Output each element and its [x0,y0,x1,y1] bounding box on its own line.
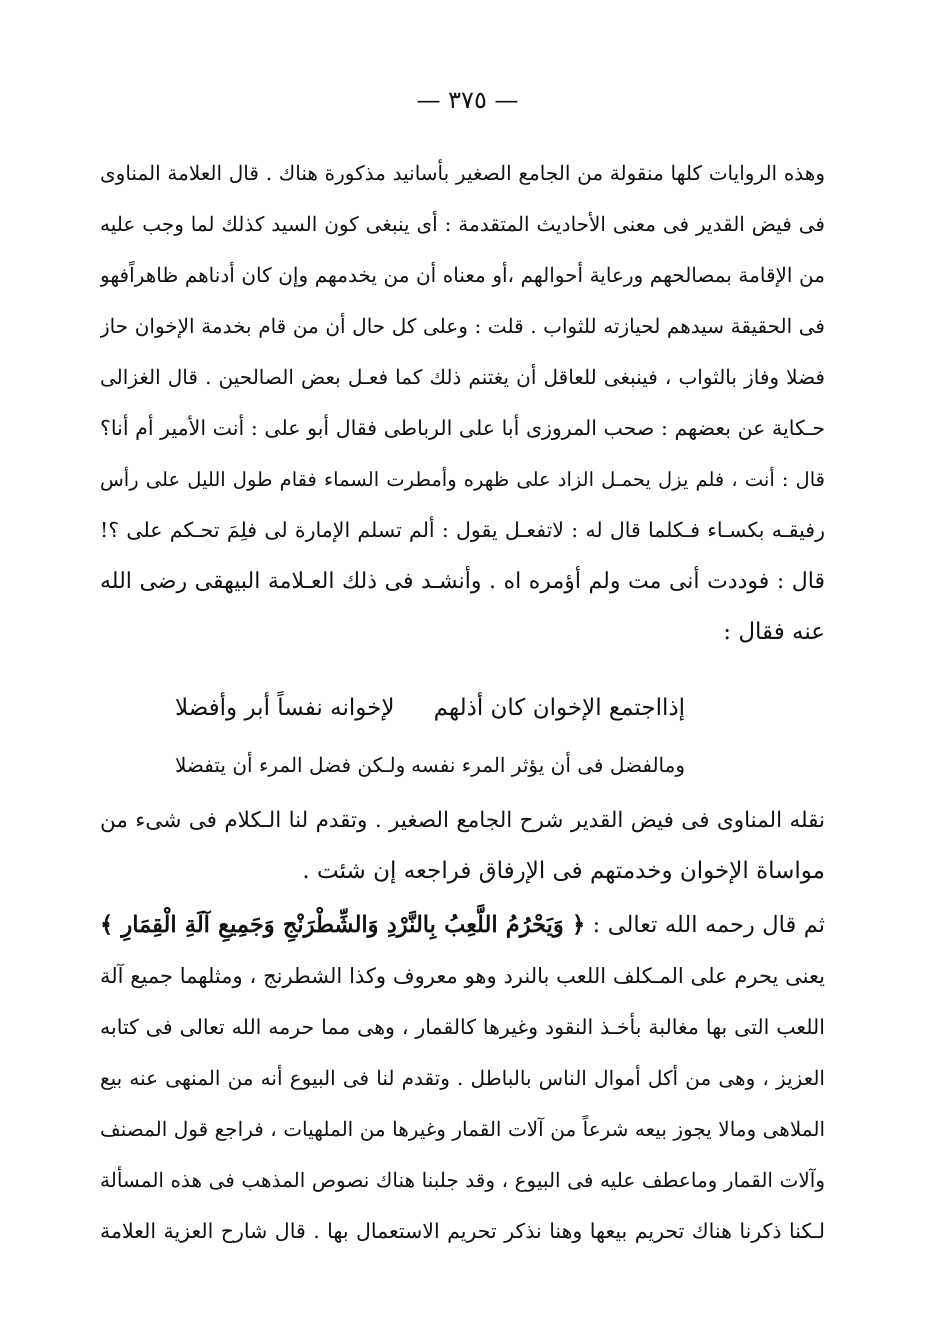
text-line: مواساة الإخوان وخدمتهم فى الإرفاق فراجعه إن شئت . [302,858,825,884]
poem [175,680,685,794]
paragraph-hadith-commentary [100,148,825,658]
text-line: فى فيض القدير فى معنى الأحاديث المتقدمة : أى ينبغى كون السيد كذلك لما وجب عليه [100,212,825,236]
text-line: يعنى يحرم على المـكلف اللعب بالنرد وهو معروف وكذا الشطرنج ، ومثلهما جميع آلة [100,964,825,988]
poem-second-hemistich: لإخوانه نفساً أبر وأفضلا [175,695,395,721]
text-line: العزيز ، وهى من أكل أموال الناس بالباطل . وتقدم لنا فى البيوع أنه من المنهى عنه بيع [100,1066,825,1090]
poem-verse [175,737,685,794]
text-line: من الإقامة بمصالحهم ورعاية أحوالهم ،أو معناه أن من يخدمهم وإن كان أدناهم ظاهراًفهو [100,263,825,287]
poem-verse [175,680,685,737]
text-line: وآلات القمار وماعطف عليه فى البيوع ، وقد جلبنا هناك نصوص المذهب فى هذه المسألة [100,1168,825,1192]
text-line: حـكاية عن بعضهم : صحب المروزى أبا على الرباطى فقال أبو على : أنت الأمير أم أنا؟ [100,416,825,440]
poem-first-hemistich: إذااجتمع الإخوان كان أذلهم [433,695,685,721]
text-line: الملاهى ومالا يجوز بيعه شرعاً من آلات القمار وغيرها من الملهيات ، فراجع قول المصنف [100,1117,825,1141]
text-line: وهذه الروايات كلها منقولة من الجامع الصغير بأسانيد مذكورة هناك . قال العلامة المناوى [100,161,825,185]
text-line-with-quote [100,900,825,951]
poem-first-hemistich: ومالفضل فى أن يؤثر المرء نفسه [411,753,685,777]
text-line: قال : فوددت أنى مت ولم أؤمره اه . وأنشـد فى ذلك العـلامة البيهقى رضى الله [100,569,825,594]
page-number: — ٣٧٥ — [416,86,519,114]
text-line: فضلا وفاز بالثواب ، فينبغى للعاقل أن يغتنم ذلك كما فعـل بعض الصالحين . قال الغزالى [100,365,825,389]
quote-intro: ثم قال رحمه الله تعالى : [592,912,825,938]
text-line: رفيقـه بكسـاء فـكلما قال له : لاتفعـل يقول : ألم تسلم الإمارة لى فلِمَ تحـكم على ؟! [100,518,825,542]
paragraph-gambling-ruling [100,900,825,1257]
text-line: لـكنا ذكرنا هناك تحريم بيعها وهنا نذكر تحريم الاستعمال بها . قال شارح العزية العلامة [100,1219,825,1243]
paragraph-source-note [100,795,825,897]
quoted-text: ﴿ وَيَحْرُمُ اللَّعِبُ بِالنَّرْدِ وَالشِّطْرَنْجِ وَجَمِيعِ آلَةِ الْقِمَارِ ﴾ [100,912,586,938]
text-line: فى الحقيقة سيدهم لحيازته للثواب . قلت : وعلى كل حال أن من قام بخدمة الإخوان حاز [100,314,825,338]
text-line: قال : أنت ، فلم يزل يحمـل الزاد على ظهره وأمطرت السماء فقام طول الليل على رأس [100,468,825,491]
text-line: عنه فقال : [723,619,825,645]
text-line: نقله المناوى فى فيض القدير شرح الجامع الصغير . وتقدم لنا الـكلام فى شىء من [100,808,825,833]
poem-second-hemistich: ولـكن فضل المرء أن يتفضلا [175,753,406,777]
text-line: اللعب التى بها مغالبة بأخـذ النقود وغيرها كالقمار ، وهى مما حرمه الله تعالى فى كتابه [100,1015,825,1039]
